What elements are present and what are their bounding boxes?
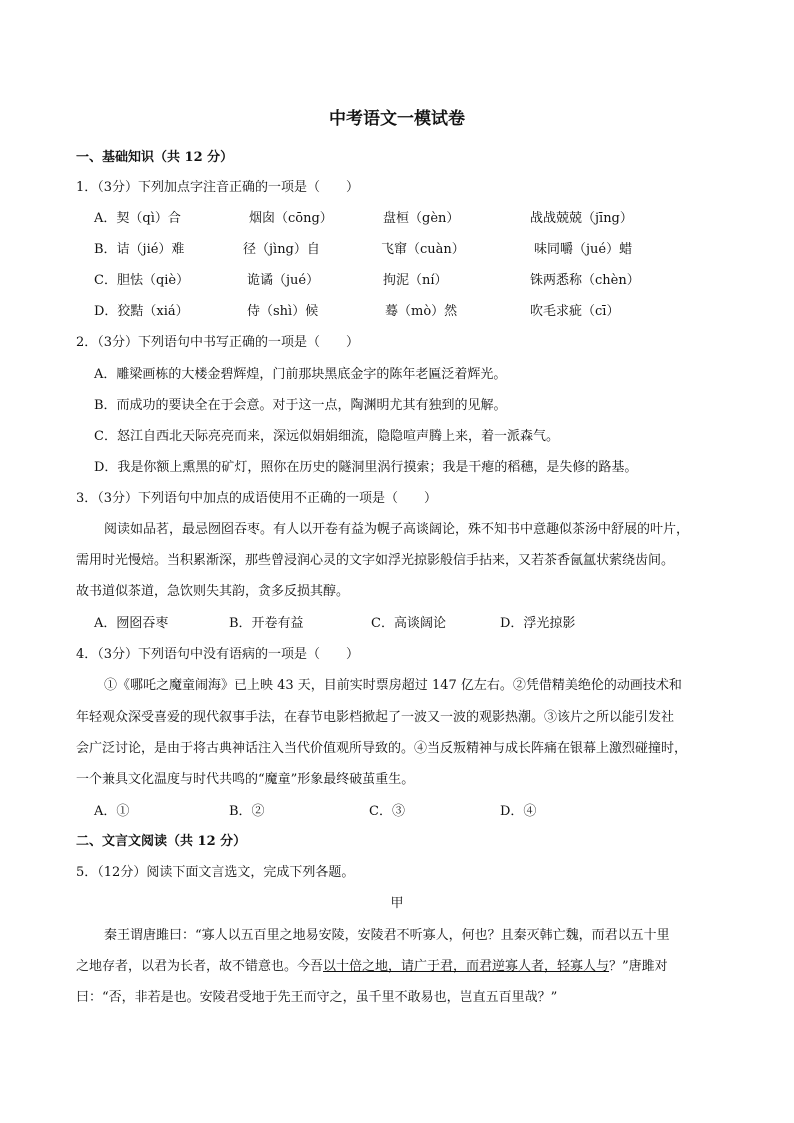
- q1-option-c-2: 诡谲（jué）: [247, 273, 320, 288]
- question-5-stem: 5．（12分）阅读下面文言选文，完成下列各题。: [76, 865, 355, 880]
- q1-option-d-3: 蓦（mò）然: [385, 304, 458, 319]
- q3-passage-line-3: 故书道似茶道，急饮则失其韵，贪多反损其醇。: [76, 584, 350, 599]
- q5-passage-line-1: 秦王谓唐雎曰：“寡人以五百里之地易安陵，安陵君不听寡人，何也？且秦灭韩亡魏，而君以五十里: [104, 928, 670, 943]
- q3-option-c: C．高谈阔论: [371, 616, 446, 631]
- question-1-stem: 1．（3分）下列加点字注音正确的一项是（ ）: [76, 180, 360, 195]
- q5-underlined-sentence: 以十倍之地，请广于君，而君逆寡人者，轻寡人与: [323, 959, 610, 974]
- q5-passage-line-2: [76, 955, 668, 974]
- q1-option-b-2: 径（jìng）自: [243, 242, 320, 257]
- q1-option-c-4: 铢两悉称（chèn）: [530, 273, 640, 288]
- section-heading-classical: 二、文言文阅读（共 12 分）: [76, 834, 247, 849]
- page-title: 中考语文一模试卷: [329, 109, 465, 129]
- q3-option-d: D．浮光掠影: [500, 616, 576, 631]
- q2-option-a: A．雕梁画栋的大楼金碧辉煌，门前那块黑底金字的陈年老匾泛着辉光。: [94, 367, 507, 382]
- q1-option-d-2: 侍（shì）候: [247, 304, 319, 319]
- q1-option-a-3: 盘桓（gèn）: [383, 211, 460, 226]
- q5-line2-pre: 之地存者，以君为长者，故不错意也。今吾: [76, 959, 324, 974]
- q5-line2-post: ？”唐雎对: [609, 959, 668, 974]
- section-heading-basics: 一、基础知识（共 12 分）: [76, 150, 234, 165]
- passage-label-jia: 甲: [390, 896, 404, 911]
- q2-option-d: D．我是你额上熏黑的矿灯，照你在历史的隧洞里涡行摸索；我是干瘪的稻穗，是失修的路基。: [94, 460, 638, 475]
- q4-option-c: C．③: [369, 804, 405, 819]
- q4-option-b: B．②: [229, 804, 265, 819]
- q5-passage-line-3: 曰：“否，非若是也。安陵君受地于先王而守之，虽千里不敢易也，岂直五百里哉？”: [76, 990, 558, 1005]
- q4-passage-line-2: 年轻观众深受喜爱的现代叙事手法，在春节电影档掀起了一波又一波的观影热潮。③该片之所以能引发社: [76, 710, 675, 725]
- q1-option-d-1: D．狡黠（xiá）: [94, 304, 189, 319]
- q4-option-a: A．①: [94, 804, 130, 819]
- question-3-stem: 3．（3分）下列语句中加点的成语使用不正确的一项是（ ）: [76, 491, 438, 506]
- q4-passage-line-3: 会广泛讨论，是由于将古典神话注入当代价值观所导致的。④当反叛精神与成长阵痛在银幕上激烈碰撞时，: [76, 741, 688, 756]
- q3-option-a: A．囫囵吞枣: [94, 616, 169, 631]
- q4-option-d: D．④: [500, 804, 537, 819]
- q1-option-b-1: B．诘（jié）难: [94, 242, 185, 257]
- q1-option-a-1: A．契（qì）合: [94, 211, 181, 226]
- q1-option-d-4: 吹毛求疵（cī）: [530, 304, 620, 319]
- q1-option-a-2: 烟囱（cōng）: [249, 211, 333, 226]
- q4-passage-line-4: 一个兼具文化温度与时代共鸣的“魔童”形象最终破茧重生。: [76, 772, 415, 787]
- question-2-stem: 2．（3分）下列语句中书写正确的一项是（ ）: [76, 335, 360, 350]
- q4-passage-line-1: ①《哪吒之魔童闹海》已上映 43 天，目前实时票房超过 147 亿左右。②凭借精美绝伦的动画技术和: [104, 678, 682, 693]
- q2-option-c: C．怒江自西北天际亮亮而来，深远似娟娟细流，隐隐喧声腾上来，着一派森气。: [94, 429, 559, 444]
- q1-option-b-4: 味同嚼（jué）蜡: [534, 242, 633, 257]
- q1-option-b-3: 飞窜（cuàn）: [381, 242, 465, 257]
- q3-passage-line-1: 阅读如品茗，最忌囫囵吞枣。有人以开卷有益为幌子高谈阔论，殊不知书中意趣似茶汤中舒展的叶片，: [104, 522, 690, 537]
- q2-option-b: B．而成功的要诀全在于会意。对于这一点，陶渊明尤其有独到的见解。: [94, 398, 507, 413]
- q1-option-c-3: 拘泥（ní）: [383, 273, 448, 288]
- q1-option-c-1: C．胆怯（qiè）: [94, 273, 190, 288]
- q3-option-b: B．开卷有益: [229, 616, 304, 631]
- question-4-stem: 4．（3分）下列语句中没有语病的一项是（ ）: [76, 647, 360, 662]
- q1-option-a-4: 战战兢兢（jīng）: [530, 211, 633, 226]
- q3-passage-line-2: 需用时光慢焙。当积累渐深，那些曾浸润心灵的文字如浮光掠影般信手拈来，又若茶香氤氲状萦绕齿间。: [76, 553, 675, 568]
